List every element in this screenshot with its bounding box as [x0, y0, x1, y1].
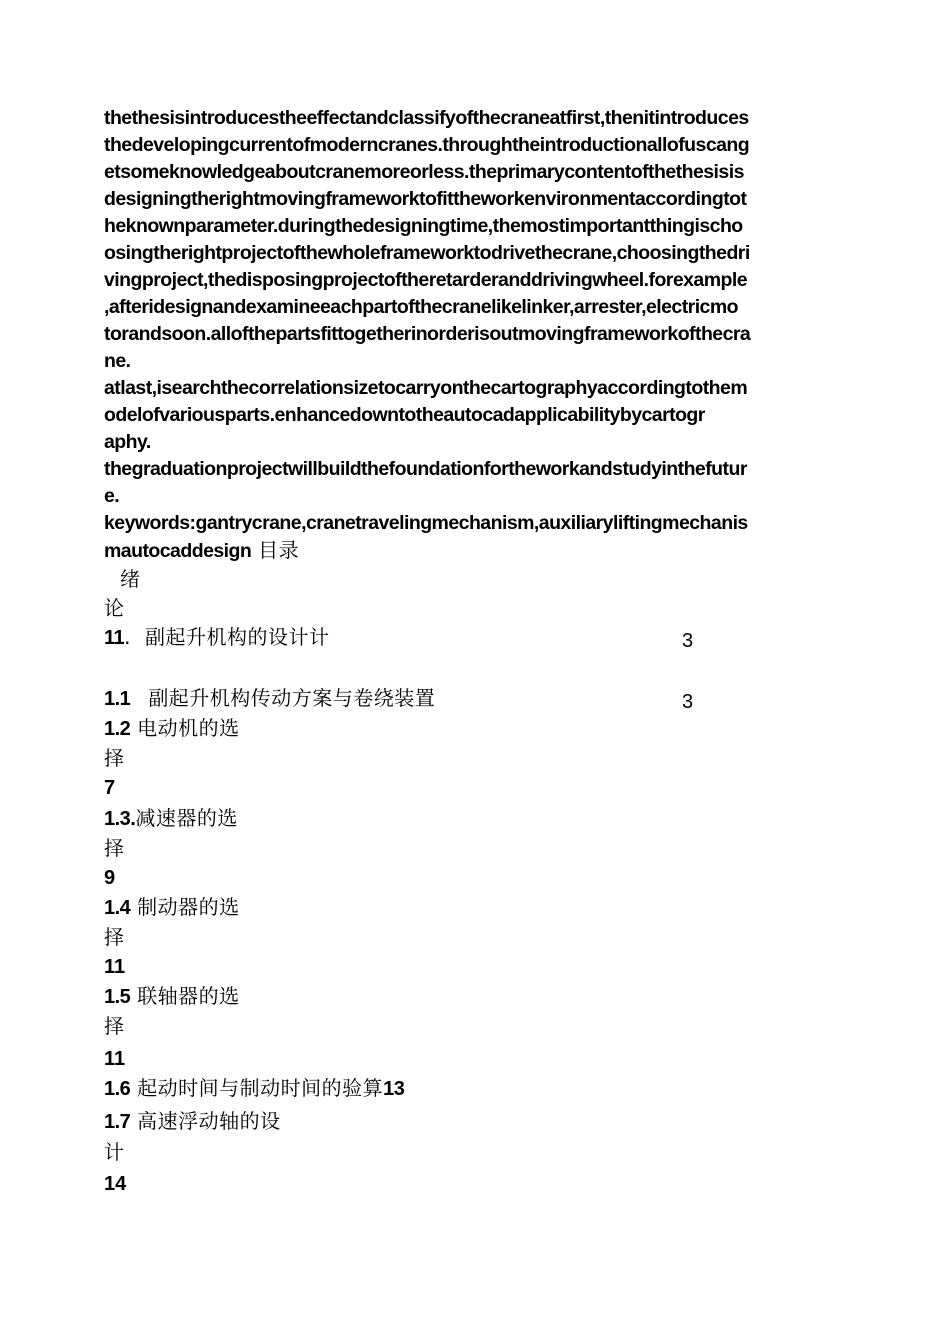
toc-page-number: 9	[104, 867, 116, 889]
toc-section-1-4	[104, 893, 240, 922]
toc-section-1-3	[104, 804, 238, 833]
toc-section-title: 起动时间与制动时间的验算	[130, 1076, 384, 1100]
toc-page-number: 7	[104, 777, 116, 799]
abstract-line: e.	[104, 485, 120, 507]
toc-intro-part1	[120, 565, 141, 594]
toc-section-title: 择	[104, 836, 125, 860]
toc-section-title: 联轴器的选	[130, 984, 240, 1008]
abstract-last-line	[104, 536, 299, 565]
toc-section-1-2	[104, 714, 240, 743]
toc-section-1-7-wrap	[104, 1138, 125, 1167]
abstract-line: heknownparameter.duringthedesigningtime,themostimportantthingischo	[104, 215, 743, 237]
abstract-line: etsomeknowledgeaboutcranemoreorless.theprimarycontentofthethesisis	[104, 161, 744, 183]
toc-section-title: 择	[104, 746, 125, 770]
toc-page-number: 11	[104, 956, 126, 978]
abstract-line: osingtherightprojectofthewholeframeworktodrivethecrane,choosingthedri	[104, 242, 750, 264]
toc-section-1-4-wrap	[104, 923, 125, 952]
toc-section-number: 1.5	[104, 986, 131, 1008]
toc-section-1-7	[104, 1107, 281, 1136]
toc-chapter-1	[104, 623, 330, 652]
toc-section-title: 高速浮动轴的设	[130, 1109, 281, 1133]
toc-intro-title: 论	[104, 596, 125, 620]
abstract-line: ,afteridesignandexamineeachpartofthecranelikelinker,arrester,electricmo	[104, 296, 739, 318]
toc-section-title: 择	[104, 925, 125, 949]
toc-section-title: 减速器的选	[135, 806, 238, 830]
toc-section-1-1	[104, 684, 435, 713]
abstract-line: designingtherightmovingframeworktofittheworkenvironmentaccordingtot	[104, 188, 747, 210]
toc-heading: 目录	[251, 538, 300, 562]
toc-section-title: 副起升机构传动方案与卷绕装置	[148, 686, 436, 710]
toc-section-1-3-wrap	[104, 834, 125, 863]
abstract-line: aphy.	[104, 431, 151, 453]
toc-section-title: 电动机的选	[130, 716, 240, 740]
toc-section-number: 1.6	[104, 1078, 131, 1100]
abstract-line: thethesisintroducestheeffectandclassifyofthecraneatfirst,thenitintroduces	[104, 107, 749, 129]
abstract-line: atlast,isearchthecorrelationsizetocarryonthecartographyaccordingtothem	[104, 377, 748, 399]
abstract-line: keywords:gantrycrane,cranetravelingmechanism,auxiliaryliftingmechanis	[104, 512, 748, 534]
toc-section-number: 1.1	[104, 688, 131, 710]
abstract-line: torandsoon.allofthepartsfittogetherinorderisoutmovingframeworkofthecra	[104, 323, 751, 345]
toc-page-number: 11	[104, 1048, 126, 1070]
toc-section-1-5-wrap	[104, 1012, 125, 1041]
toc-section-1-6	[104, 1074, 404, 1103]
abstract-line: ne.	[104, 350, 131, 372]
toc-page-number: 13	[383, 1078, 405, 1100]
abstract-line: thedevelopingcurrentofmoderncranes.throughtheintroductionallofuscang	[104, 134, 750, 156]
toc-section-title: 择	[104, 1014, 125, 1038]
toc-chapter-number: 11	[104, 627, 125, 649]
abstract-line: odelofvariousparts.enhancedowntotheautocadapplicabilitybycartogr	[104, 404, 705, 426]
toc-section-1-5	[104, 982, 240, 1011]
abstract-line: thegraduationprojectwillbuildthefoundationfortheworkandstudyinthefutur	[104, 458, 747, 480]
toc-section-title: 计	[104, 1140, 125, 1164]
toc-chapter-dot: .	[124, 625, 132, 649]
toc-section-number: 1.4	[104, 897, 131, 919]
toc-section-number: 1.2	[104, 718, 131, 740]
abstract-line-end: mautocaddesign	[104, 540, 252, 562]
toc-intro-part2	[104, 594, 125, 623]
toc-section-title: 制动器的选	[130, 895, 240, 919]
toc-page-number: 3	[682, 630, 694, 652]
abstract-line: vingproject,thedisposingprojectoftheretarderanddrivingwheel.forexample	[104, 269, 748, 291]
toc-intro-title: 绪	[120, 567, 141, 591]
toc-chapter-title: 副起升机构的设计计	[145, 625, 330, 649]
toc-section-number: 1.3.	[104, 808, 136, 830]
toc-page-number: 3	[682, 691, 694, 713]
toc-page-number: 14	[104, 1173, 127, 1195]
toc-section-1-2-wrap	[104, 744, 125, 773]
toc-section-number: 1.7	[104, 1111, 131, 1133]
